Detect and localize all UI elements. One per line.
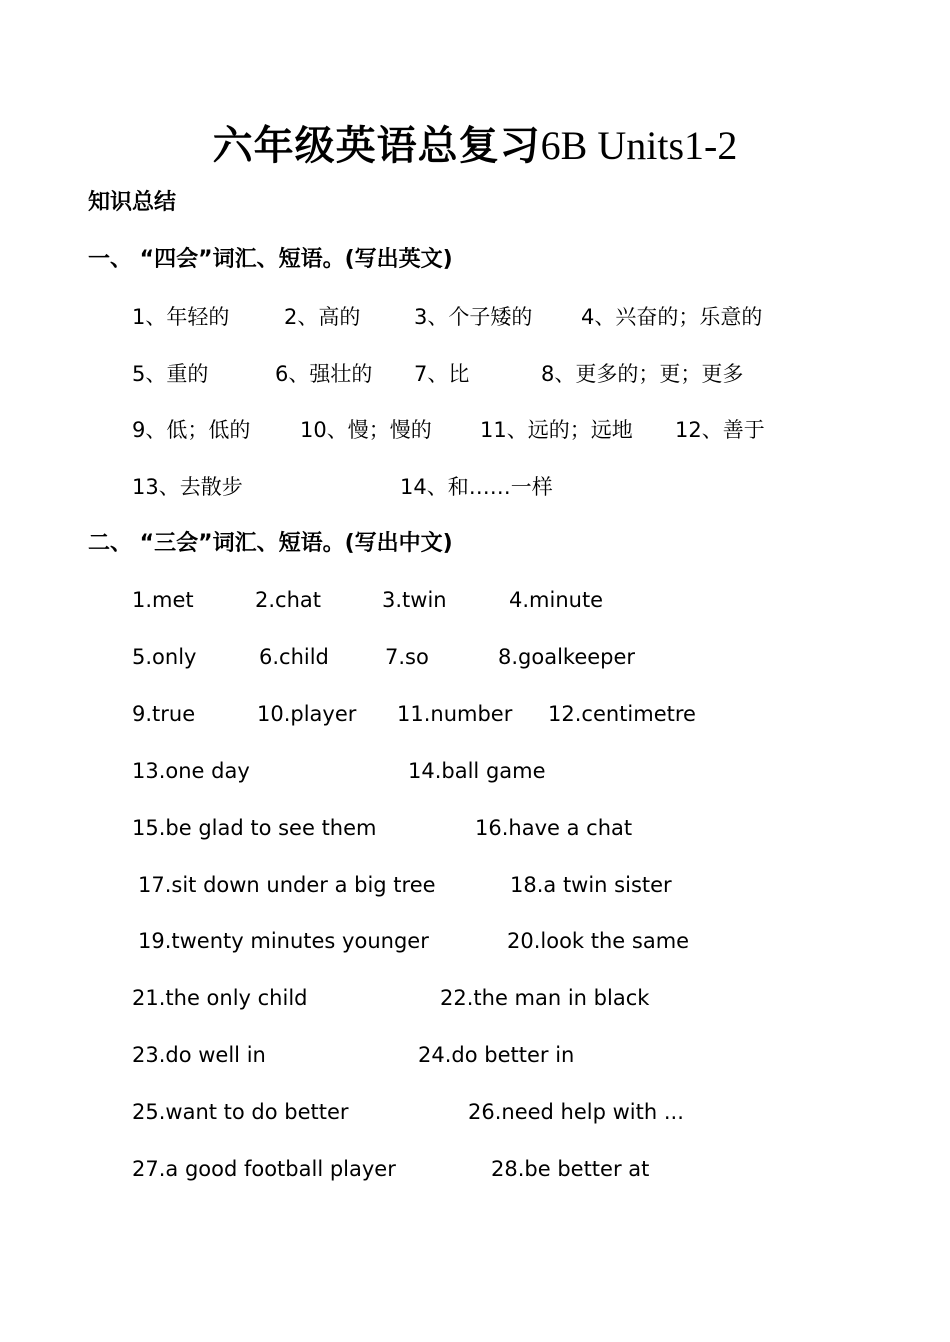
vocab-item: 12.centimetre	[548, 702, 696, 726]
vocab-item: 1、年轻的	[132, 305, 230, 329]
vocab-item: 12、善于	[675, 418, 765, 442]
vocab-item: 14.ball game	[408, 759, 546, 783]
title-english: 6B Units1-2	[540, 123, 738, 168]
vocab-item: 22.the man in black	[440, 986, 650, 1010]
page-title	[0, 118, 950, 174]
vocab-item: 4、兴奋的；乐意的	[581, 305, 763, 329]
vocab-item: 15.be glad to see them	[132, 816, 377, 840]
vocab-item: 18.a twin sister	[510, 873, 672, 897]
vocab-item: 16.have a chat	[475, 816, 633, 840]
vocab-item: 20.look the same	[507, 929, 690, 953]
vocab-item: 11、远的；远地	[480, 418, 633, 442]
vocab-item: 5、重的	[132, 362, 209, 386]
vocab-item: 4.minute	[509, 588, 604, 612]
vocab-item: 10.player	[257, 702, 357, 726]
vocab-item: 3.twin	[382, 588, 447, 612]
vocab-item: 21.the only child	[132, 986, 308, 1010]
vocab-item: 6、强壮的	[275, 362, 373, 386]
vocab-item: 8、更多的；更；更多	[541, 362, 744, 386]
vocab-item: 7、比	[414, 362, 470, 386]
vocab-item: 14、和……一样	[400, 475, 553, 499]
vocab-item: 3、个子矮的	[414, 305, 533, 329]
vocab-item: 1.met	[132, 588, 194, 612]
vocab-item: 13.one day	[132, 759, 250, 783]
vocab-item: 26.need help with ...	[468, 1100, 684, 1124]
vocab-item: 23.do well in	[132, 1043, 266, 1067]
vocab-item: 10、慢；慢的	[300, 418, 432, 442]
vocab-item: 13、去散步	[132, 475, 243, 499]
vocab-item: 2.chat	[255, 588, 321, 612]
vocab-item: 7.so	[385, 645, 429, 669]
vocab-item: 9.true	[132, 702, 196, 726]
vocab-item: 8.goalkeeper	[498, 645, 636, 669]
vocab-item: 2、高的	[284, 305, 361, 329]
vocab-item: 24.do better in	[418, 1043, 575, 1067]
title-chinese: 六年级英语总复习	[212, 122, 541, 169]
vocab-item: 28.be better at	[491, 1157, 650, 1181]
vocab-item: 11.number	[397, 702, 513, 726]
vocab-item: 27.a good football player	[132, 1157, 396, 1181]
vocab-item: 19.twenty minutes younger	[138, 929, 429, 953]
vocab-item: 25.want to do better	[132, 1100, 349, 1124]
vocab-item: 17.sit down under a big tree	[138, 873, 436, 897]
vocab-item: 5.only	[132, 645, 197, 669]
summary-heading: 知识总结	[88, 190, 177, 215]
section1-heading: 一、 “四会”词汇、短语。(写出英文)	[88, 247, 453, 272]
section2-heading: 二、 “三会”词汇、短语。(写出中文)	[88, 531, 453, 556]
vocab-item: 6.child	[259, 645, 329, 669]
vocab-item: 9、低；低的	[132, 418, 251, 442]
